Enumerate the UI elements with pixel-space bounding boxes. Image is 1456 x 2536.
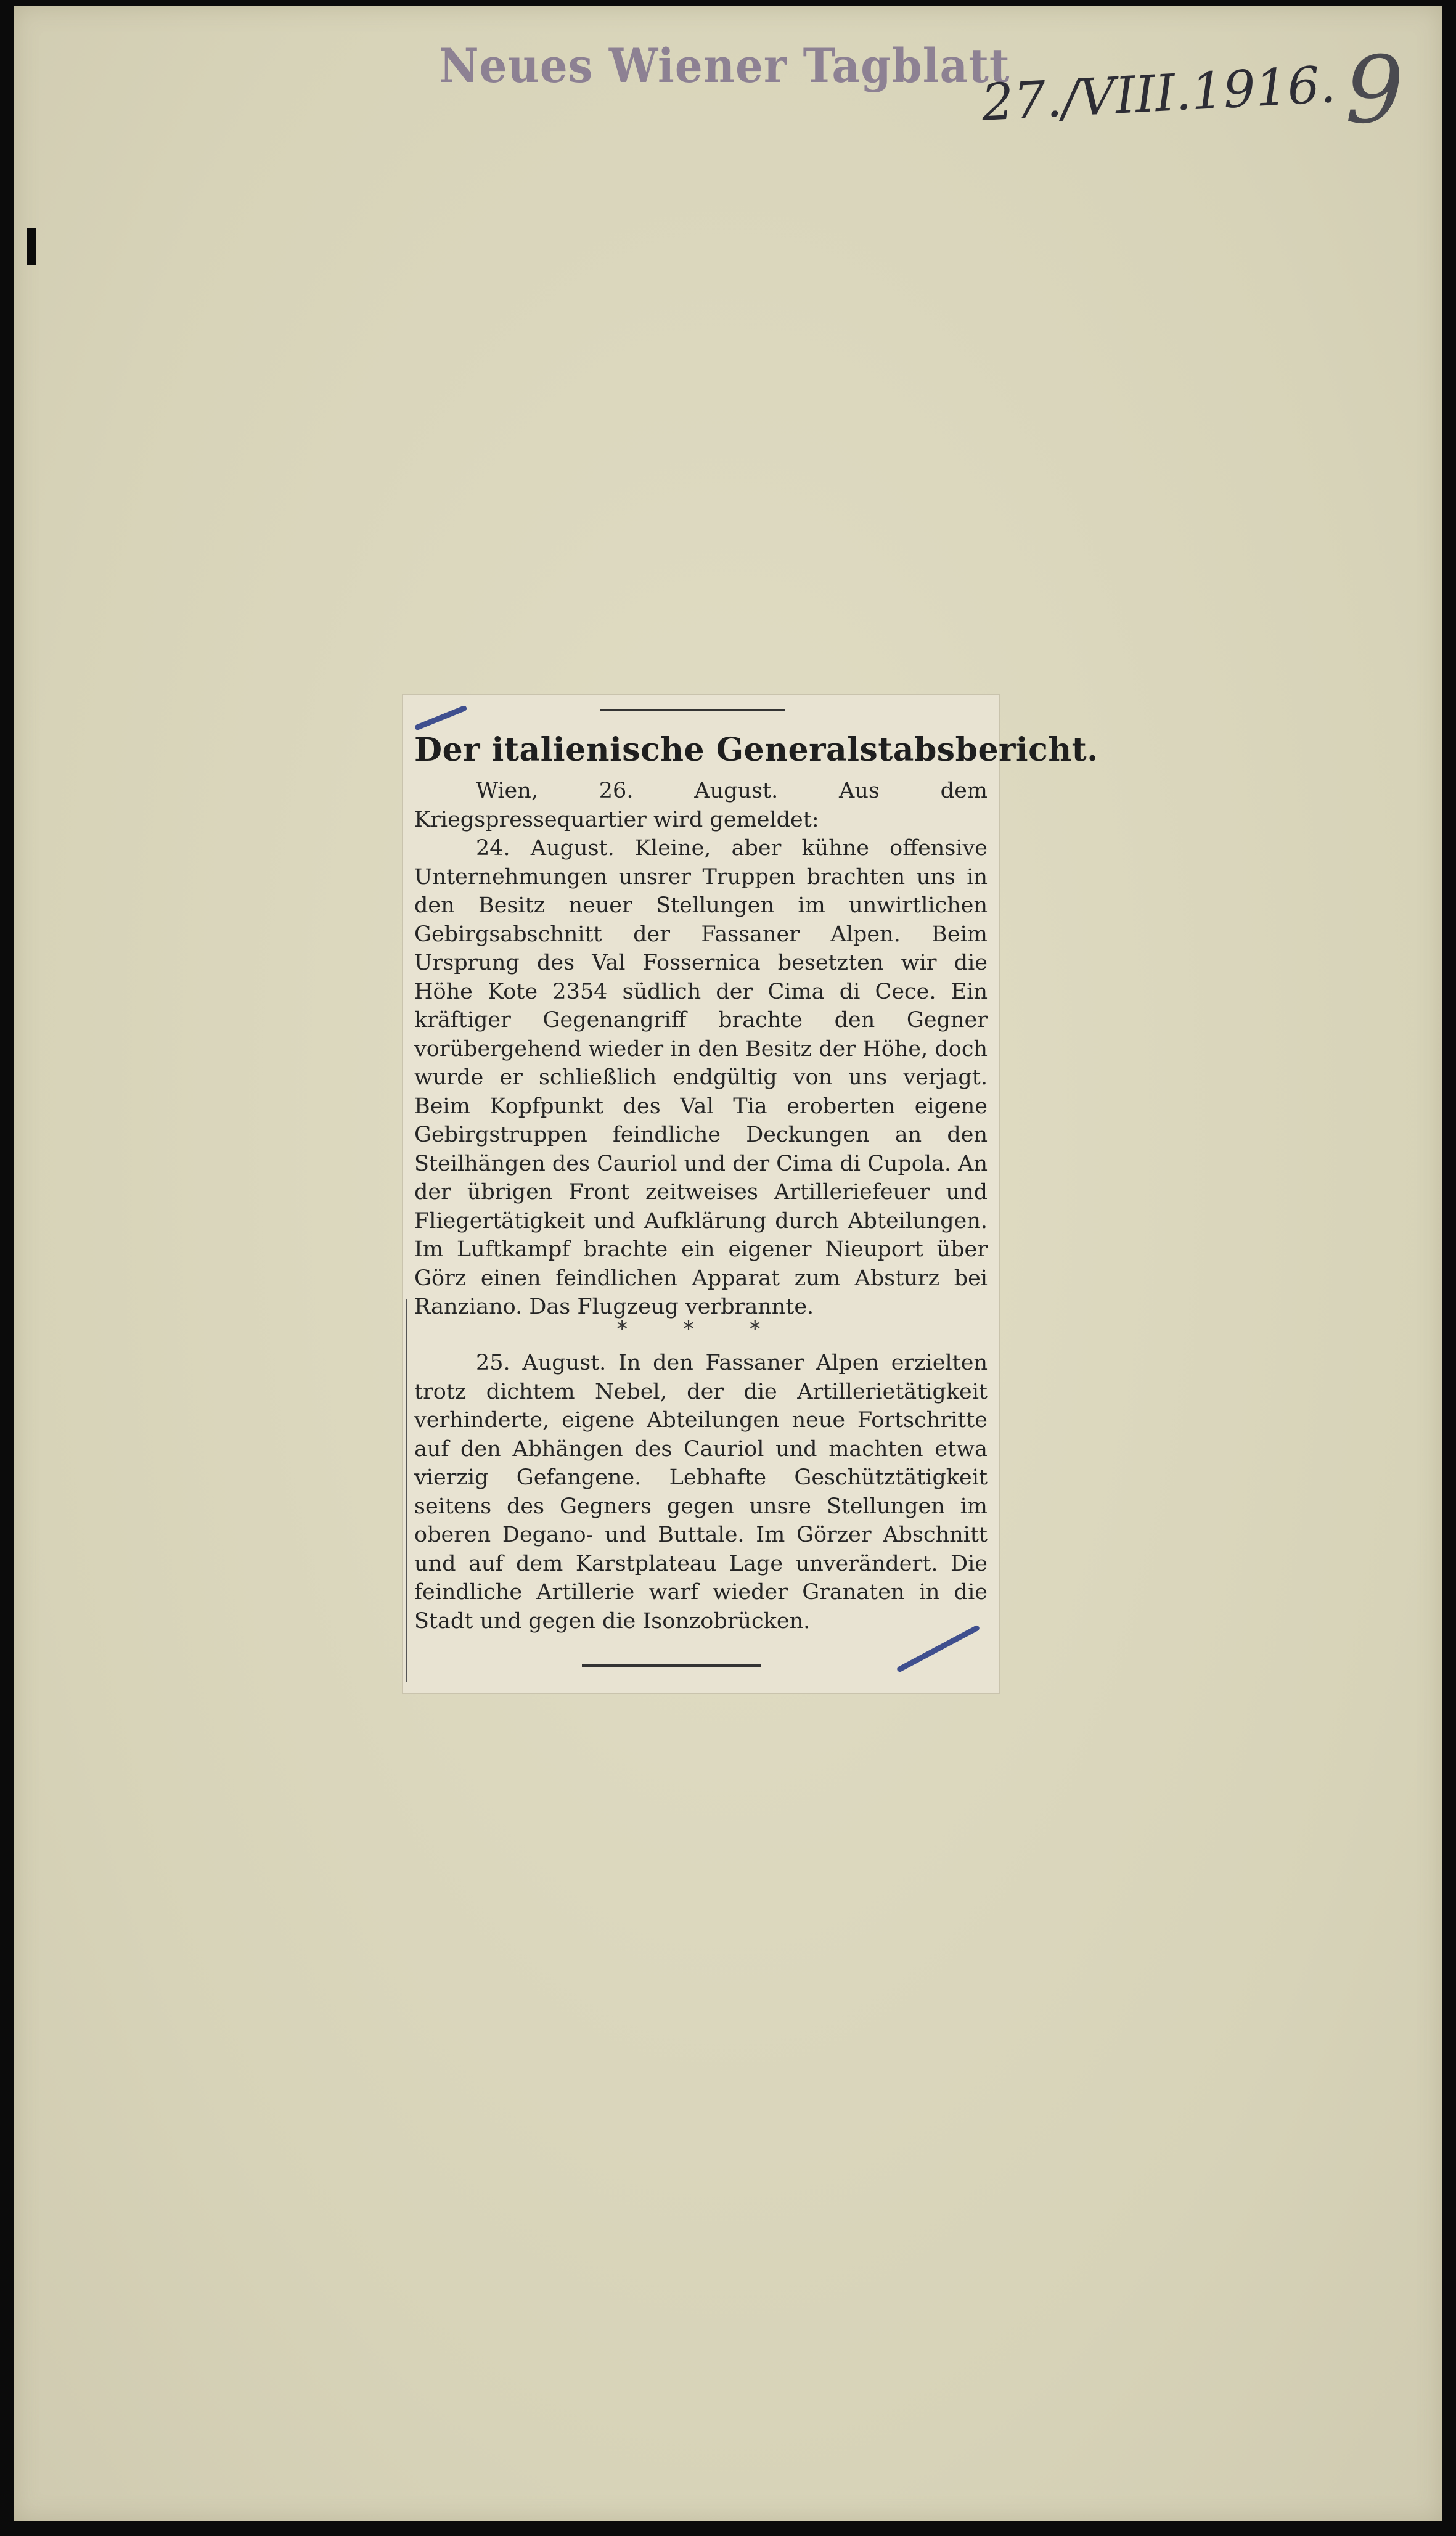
intro-paragraph: Wien, 26. August. Aus dem Kriegspressequartier wird gemeldet: bbox=[414, 779, 988, 832]
bottom-rule bbox=[582, 1664, 761, 1667]
handwritten-page-number: 9 bbox=[1345, 37, 1404, 144]
separator-stars: * * * bbox=[616, 1317, 785, 1341]
report-paragraph-2: 25. August. In den Fassaner Alpen erzielten trotz dichtem Nebel, der die Artillerietätigkeit verhinderte, eigene Abteilungen neue Fortschritte auf den Abhängen des Cauriol und machten etwa vierzig Gefangene. Lebhafte Geschütztätigkeit seitens des Gegners gegen unsre Stellungen im oberen Degano- und Buttale. Im Görzer Abschnitt und auf dem Karstplateau Lage unverändert. Die feindliche Artillerie warf wieder Granaten in die Stadt und gegen die Isonzobrücken. bbox=[414, 1351, 988, 1634]
top-rule bbox=[600, 709, 785, 711]
side-rule bbox=[406, 1299, 407, 1682]
newspaper-stamp: Neues Wiener Tagblatt bbox=[439, 38, 1010, 93]
clipping-headline: Der italienische Generalstabsbericht. bbox=[414, 731, 1098, 769]
torn-edge bbox=[27, 228, 36, 265]
newspaper-clipping bbox=[403, 695, 1098, 1693]
handwritten-date: 27./VIII.1916. bbox=[980, 55, 1338, 133]
archive-sheet bbox=[14, 6, 1442, 2521]
report-paragraph-1: 24. August. Kleine, aber kühne offensive Unternehmungen unsrer Truppen brachten uns in den Besitz neuer Stellungen im unwirtlichen Gebirgsabschnitt der Fassaner Alpen. Beim Ursprung des Val Fossernica besetzten wir die Höhe Kote 2354 südlich der Cima di Cece. Ein kräftiger Gegenangriff brachte den Gegner vorübergehend wieder in den Besitz der Höhe, doch wurde er schließlich endgültig von uns verjagt. Beim Kopfpunkt des Val Tia eroberten eigene Gebirgstruppen feindliche Deckungen an den Steilhängen des Cauriol und der Cima di Cupola. An der übrigen Front zeitweises Artilleriefeuer und Fliegertätigkeit und Aufklärung durch Abteilungen. Im Luftkampf brachte ein eigener Nieuport über Görz einen feindlichen Apparat zum Absturz bei Ranziano. Das Flugzeug verbrannte. bbox=[414, 836, 988, 1319]
